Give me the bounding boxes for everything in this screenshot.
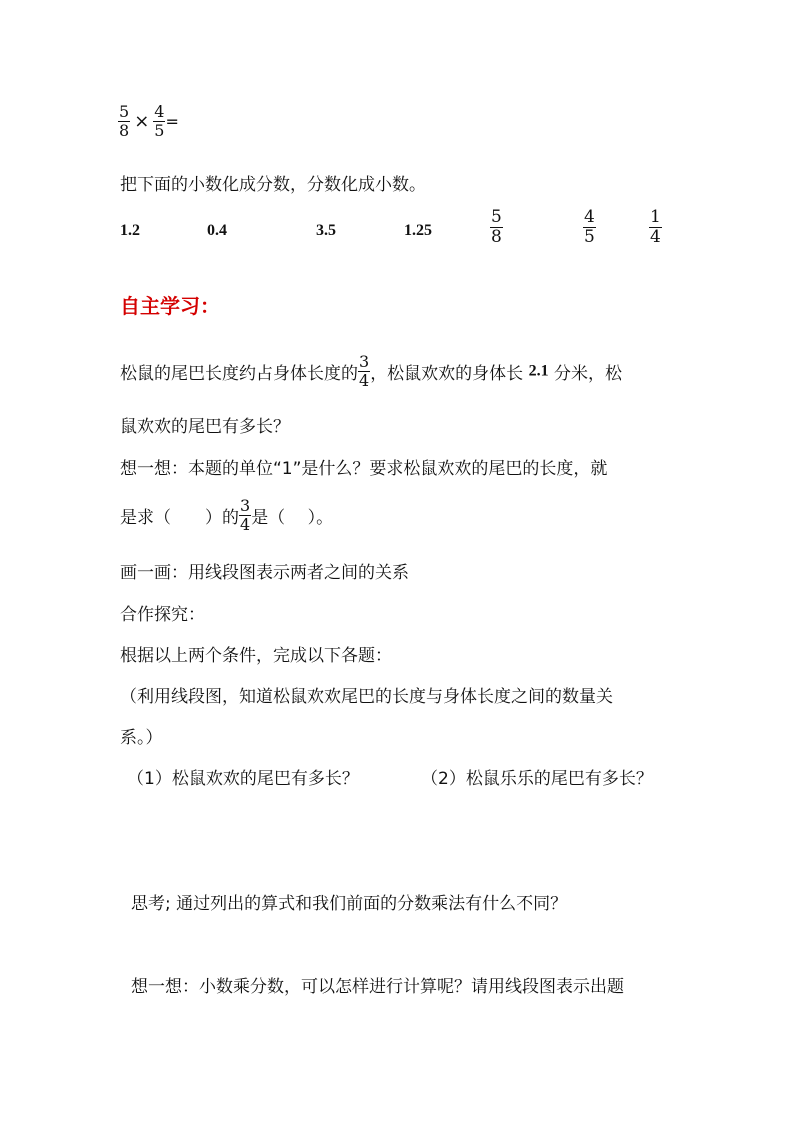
decimal-3: 3.5: [316, 222, 336, 239]
decimal-4: 1.25: [404, 222, 432, 239]
times-sign: ×: [134, 111, 150, 132]
think-line-1: 想一想：本题的单位“1”是什么？要求松鼠欢欢的尾巴的长度，就: [120, 459, 608, 479]
hint-line-1: （利用线段图，知道松鼠欢欢尾巴的长度与身体长度之间的数量关: [120, 687, 613, 707]
problem-line-1: 松鼠的尾巴长度约占身体长度的 $\frac{3}{4}$ ，松鼠欢欢的身体长 2.1 分米，松: [120, 352, 622, 390]
section-heading: 自主学习：: [120, 294, 220, 318]
draw-instruction: 画一画：用线段图表示两者之间的关系: [120, 563, 409, 583]
fraction-three-quarters-2: $\frac{3}{4}$: [240, 496, 251, 534]
fraction-expression: [118, 104, 179, 139]
cooperate-label: 合作探究：: [120, 605, 205, 625]
decimal-2: 0.4: [207, 222, 227, 239]
conversion-instruction: 把下面的小数化成分数，分数化成小数。: [120, 175, 426, 195]
problem-line-2: 鼠欢欢的尾巴有多长？: [120, 417, 290, 437]
fraction-five-eighths: $\frac{5}{8}$: [119, 102, 130, 140]
think2-text: 想一想：小数乘分数，可以怎样进行计算呢？请用线段图表示出题: [131, 977, 624, 997]
fraction-item-1: $\frac{5}{8}$: [491, 207, 502, 247]
question-1: （1）松鼠欢欢的尾巴有多长？: [127, 769, 359, 789]
equals-sign: =: [165, 112, 179, 131]
question-2: （2）松鼠乐乐的尾巴有多长？: [421, 769, 653, 789]
fraction-item-3: $\frac{1}{4}$: [650, 207, 661, 247]
reflect-text: 思考; 通过列出的算式和我们前面的分数乘法有什么不同？: [131, 894, 568, 914]
fraction-three-quarters: $\frac{3}{4}$: [359, 352, 370, 390]
fraction-item-2: $\frac{4}{5}$: [584, 207, 595, 247]
think-line-2: 是求（ ）的 $\frac{3}{4}$ 是（ ）。: [120, 496, 334, 534]
decimal-1: 1.2: [120, 222, 140, 239]
conditions-text: 根据以上两个条件，完成以下各题：: [120, 646, 392, 666]
fraction-four-fifths: $\frac{4}{5}$: [154, 102, 165, 140]
hint-line-2: 系。）: [120, 728, 163, 748]
